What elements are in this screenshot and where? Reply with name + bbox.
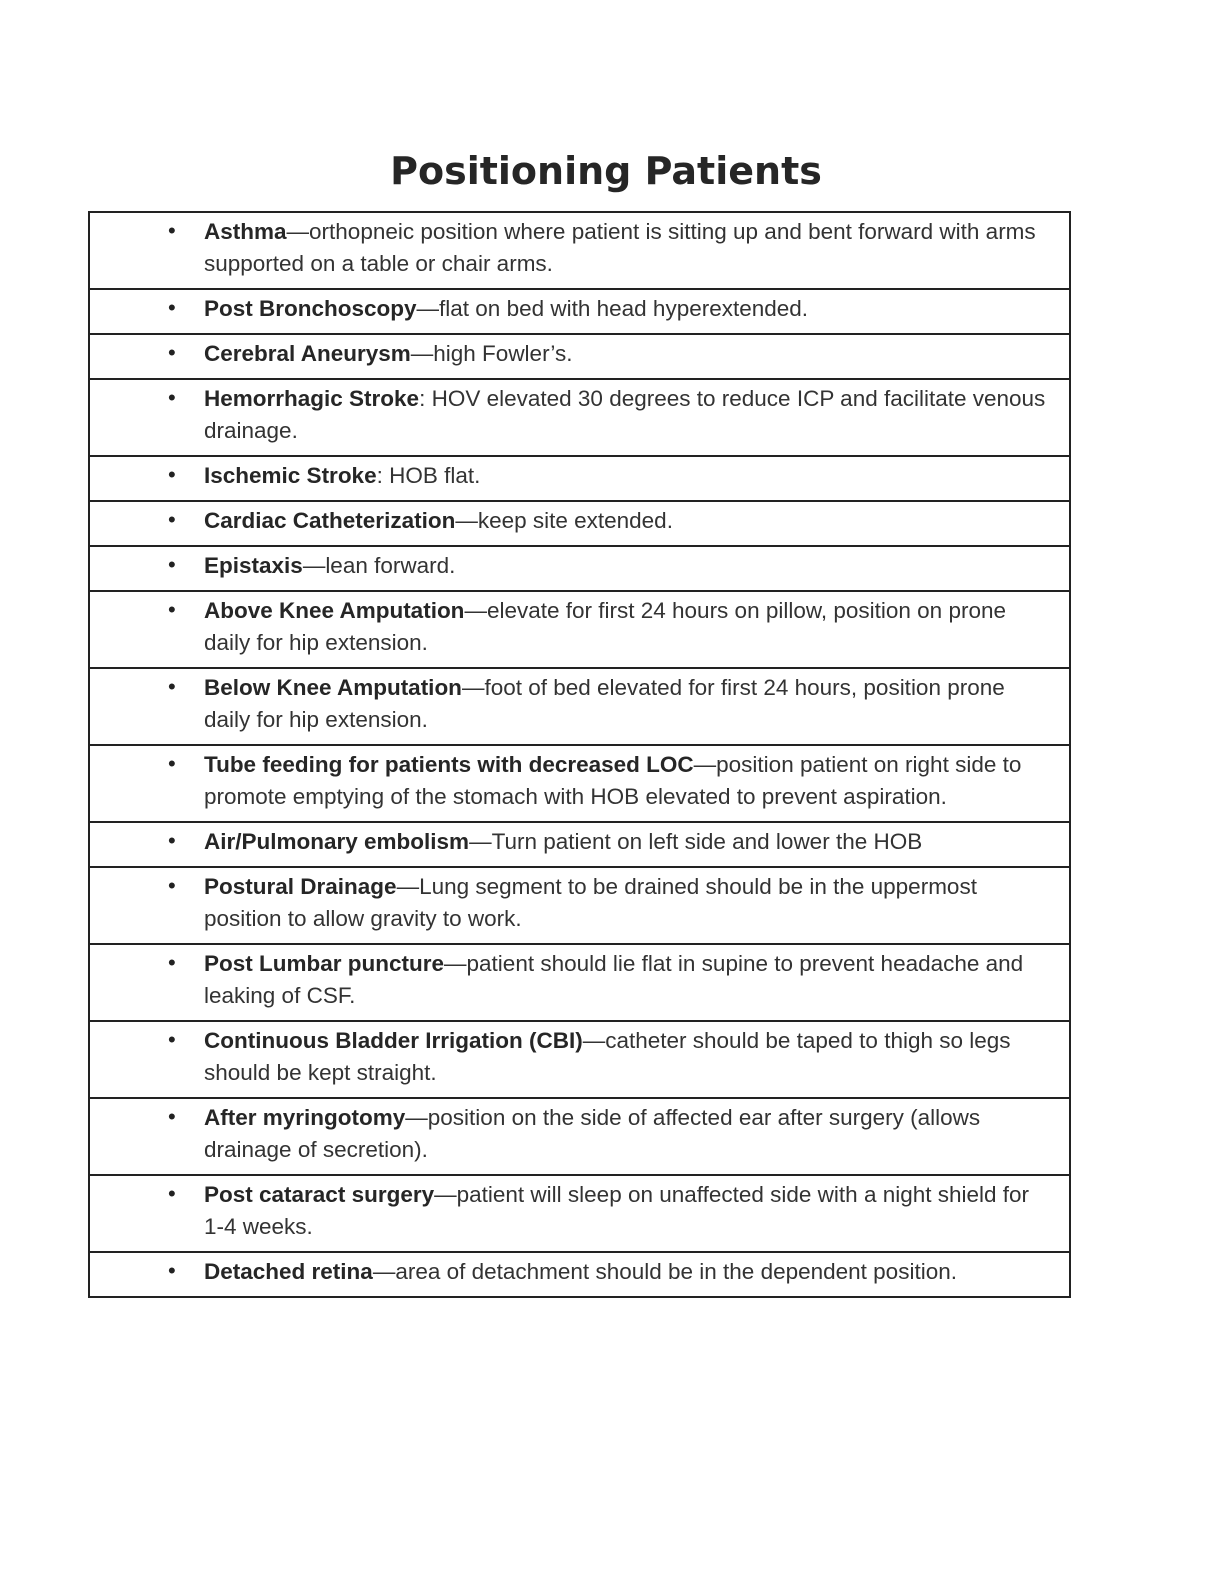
positions-table	[88, 211, 1071, 1298]
item-description: keep site extended.	[477, 508, 673, 533]
table-row	[90, 746, 1069, 823]
bullet-icon: •	[168, 828, 176, 853]
item-separator: —	[410, 341, 434, 366]
bullet-icon: •	[168, 385, 176, 410]
item-description: HOB flat.	[389, 463, 481, 488]
item-term: Cerebral Aneurysm	[204, 341, 411, 366]
item-separator: —	[455, 508, 478, 533]
item-description: position on the side of affected ear after surgery (allows drainage of secretion).	[204, 1105, 981, 1162]
item-separator: —	[372, 1259, 396, 1284]
item-term: Air/Pulmonary embolism	[204, 829, 470, 854]
bullet-icon: •	[168, 218, 176, 243]
bullet-icon: •	[168, 950, 176, 975]
bullet-icon: •	[168, 873, 176, 898]
bullet-icon: •	[168, 552, 176, 577]
bullet-icon: •	[168, 462, 176, 487]
item-separator: —	[405, 1105, 428, 1130]
item-term: Cardiac Catheterization	[204, 508, 456, 533]
table-row	[90, 290, 1069, 335]
item-separator: :	[376, 463, 390, 488]
item-separator: —	[582, 1028, 606, 1053]
table-row	[90, 547, 1069, 592]
table-row	[90, 380, 1069, 457]
item-separator: —	[302, 553, 326, 578]
item-separator: —	[693, 752, 717, 777]
table-row	[90, 669, 1069, 746]
item-description: foot of bed elevated for first 24 hours, position prone daily for hip extension.	[204, 675, 1005, 732]
bullet-icon: •	[168, 1104, 176, 1129]
table-row	[90, 335, 1069, 380]
bullet-icon: •	[168, 340, 176, 365]
table-row	[90, 823, 1069, 868]
bullet-icon: •	[168, 295, 176, 320]
table-row	[90, 1022, 1069, 1099]
bullet-icon: •	[168, 597, 176, 622]
item-separator: —	[396, 874, 420, 899]
item-term: Detached retina	[204, 1259, 373, 1284]
table-row	[90, 1253, 1069, 1298]
item-term: Hemorrhagic Stroke	[204, 386, 420, 411]
item-description: Turn patient on left side and lower the HOB	[491, 829, 923, 854]
item-description: catheter should be taped to thigh so legs should be kept straight.	[204, 1028, 1011, 1085]
item-description: high Fowler’s.	[433, 341, 573, 366]
item-description: Lung segment to be drained should be in the uppermost position to allow gravity to work.	[204, 874, 977, 931]
item-term: Post cataract surgery	[204, 1182, 435, 1207]
table-row	[90, 868, 1069, 945]
item-description: area of detachment should be in the dependent position.	[395, 1259, 957, 1284]
item-description: position patient on right side to promote emptying of the stomach with HOB elevated to prevent aspiration.	[204, 752, 1022, 809]
item-term: Tube feeding for patients with decreased LOC	[204, 752, 694, 777]
table-row	[90, 213, 1069, 290]
table-row	[90, 1176, 1069, 1253]
table-row	[90, 592, 1069, 669]
bullet-icon: •	[168, 507, 176, 532]
item-term: Below Knee Amputation	[204, 675, 462, 700]
item-description: HOV elevated 30 degrees to reduce ICP and facilitate venous drainage.	[204, 386, 1046, 443]
item-description: patient should lie flat in supine to prevent headache and leaking of CSF.	[204, 951, 1024, 1008]
item-description: flat on bed with head hyperextended.	[439, 296, 809, 321]
item-separator: —	[469, 829, 492, 854]
item-term: Epistaxis	[204, 553, 303, 578]
item-term: Above Knee Amputation	[204, 598, 465, 623]
table-row	[90, 945, 1069, 1022]
item-term: Postural Drainage	[204, 874, 397, 899]
table-row	[90, 502, 1069, 547]
item-term: Continuous Bladder Irrigation (CBI)	[204, 1028, 583, 1053]
bullet-icon: •	[168, 1258, 176, 1283]
item-term: Ischemic Stroke	[204, 463, 377, 488]
page-title: Positioning Patients	[390, 149, 822, 193]
item-separator: —	[286, 219, 310, 244]
item-description: orthopneic position where patient is sitting up and bent forward with arms supported on a table or chair arms.	[204, 219, 1036, 276]
item-separator: —	[464, 598, 487, 623]
item-term: Post Bronchoscopy	[204, 296, 417, 321]
item-separator: —	[444, 951, 467, 976]
bullet-icon: •	[168, 674, 176, 699]
item-term: Asthma	[204, 219, 287, 244]
item-term: After myringotomy	[204, 1105, 406, 1130]
item-separator: —	[461, 675, 485, 700]
item-description: elevate for first 24 hours on pillow, position on prone daily for hip extension.	[204, 598, 1006, 655]
table-row	[90, 1099, 1069, 1176]
item-separator: —	[434, 1182, 457, 1207]
bullet-icon: •	[168, 1181, 176, 1206]
item-separator: —	[416, 296, 440, 321]
item-separator: :	[419, 386, 432, 411]
item-term: Post Lumbar puncture	[204, 951, 445, 976]
bullet-icon: •	[168, 1027, 176, 1052]
item-description: patient will sleep on unaffected side with a night shield for 1-4 weeks.	[204, 1182, 1030, 1239]
table-row	[90, 457, 1069, 502]
item-description: lean forward.	[325, 553, 456, 578]
bullet-icon: •	[168, 751, 176, 776]
